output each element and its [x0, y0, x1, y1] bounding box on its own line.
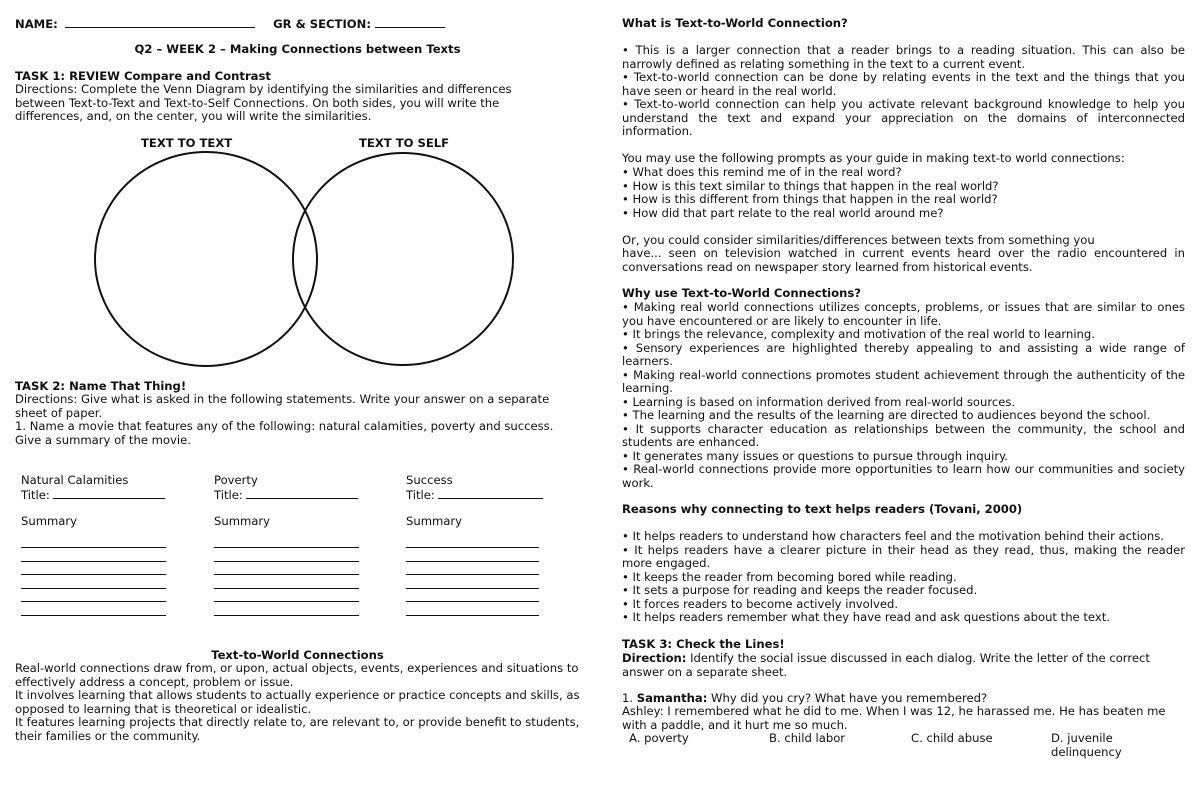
summary-lines[interactable] — [406, 535, 539, 616]
direction-text: Identify the social issue discussed in each dialog. Write the letter of the correct answer on a separate sheet. — [622, 651, 1150, 679]
question-speaker: Samantha: — [636, 691, 708, 705]
field-category: Success — [406, 473, 453, 487]
list-item: • What does this remind me of in the real word? — [622, 165, 902, 179]
field-category: Poverty — [214, 473, 258, 487]
list-item: • This is a larger connection that a reader brings to a reading situation. This can also be narrowly defined as relating something in the text to a current event. — [622, 43, 1185, 71]
task2-directions: Directions: Give what is asked in the following statements. Write your answer on a separate sheet of paper. — [15, 392, 550, 420]
list-item: • Learning is based on information derived from real-world sources. — [622, 394, 1016, 409]
ttw-paragraph-2: It involves learning that allows students to actually experience or practice concepts and skills, as opposed to learning that is theoretical or idealistic. — [15, 688, 580, 716]
task1-directions: Directions: Complete the Venn Diagram by identifying the similarities and differences between Text-to-Text and Text-to-Self Connections. On both sides, you will write the differences, and, on the center, you will write the similarities. — [15, 82, 512, 123]
what-is-heading: What is Text-to-World Connection? — [622, 16, 848, 30]
ttw-paragraph-1: Real-world connections draw from, or upon, actual objects, events, experiences and situations to effectively address a concept, problem or issue. — [15, 661, 579, 689]
or-consider-line1: Or, you could consider similarities/differences between texts from something you — [622, 233, 1095, 247]
section-blank[interactable] — [375, 17, 445, 28]
list-item: • How did that part relate to the real world around me? — [622, 205, 944, 220]
list-item: • Text-to-world connection can be done by relating events in the text and the things that you have seen or heard in the real world. — [622, 70, 1185, 98]
summary-lines[interactable] — [214, 535, 359, 616]
list-item: • Making real world connections utilizes concepts, problems, or issues that are similar to ones you have encountered or are likely to encounter in life. — [622, 300, 1185, 328]
page-title: Q2 – WEEK 2 – Making Connections between Texts — [134, 42, 461, 56]
title-blank[interactable] — [438, 488, 543, 499]
summary-label: Summary — [406, 514, 463, 528]
or-consider-line2: have... seen on television watched in current events heard over the radio encountered in conversations read on newspaper story learned from historical events. — [622, 246, 1185, 274]
list-item: • It keeps the reader from becoming bored while reading. — [622, 569, 957, 584]
title-blank[interactable] — [53, 488, 165, 499]
task2-item1: 1. Name a movie that features any of the following: natural calamities, poverty and success. Give a summary of the movie. — [15, 419, 554, 447]
direction-label: Direction: — [622, 651, 687, 665]
title-label: Title: — [214, 487, 243, 502]
ttw-heading: Text-to-World Connections — [211, 648, 384, 662]
list-item: • It sets a purpose for reading and keeps the reader focused. — [622, 583, 978, 597]
field-success — [406, 474, 566, 616]
question-1-reply: Ashley: I remembered what he did to me. When I was 12, he harassed me. He has beaten me with a paddle, and it hurt me so much. — [622, 704, 1166, 732]
field-poverty — [214, 474, 374, 616]
name-label: NAME: — [15, 17, 58, 31]
list-item: • It supports character education as relationships between the community, the school and students are enhanced. — [622, 421, 1185, 449]
option-c[interactable]: C. child abuse — [911, 731, 993, 745]
list-item: • Making real-world connections promotes student achievement through the authenticity of the learning. — [622, 367, 1185, 395]
list-item: • How is this different from things that happen in the real world? — [622, 192, 998, 206]
list-item: • It helps readers to understand how characters feel and the motivation behind their actions. — [622, 529, 1164, 543]
prompts-intro: You may use the following prompts as your guide in making text-to world connections: — [622, 151, 1125, 165]
why-use-list — [622, 301, 1185, 490]
venn-right-label: TEXT TO SELF — [359, 136, 450, 150]
list-item: • It brings the relevance, complexity and motivation of the real world to learning. — [622, 327, 1095, 341]
task2-heading: TASK 2: Name That Thing! — [15, 379, 187, 393]
section-label: GR & SECTION: — [273, 17, 371, 31]
summary-lines[interactable] — [21, 535, 166, 616]
list-item: • It generates many issues or questions to pursue through inquiry. — [622, 448, 1008, 463]
title-label: Title: — [406, 487, 435, 502]
list-item: • It helps readers have a clearer picture in their head as they read, thus, making the reader more engaged. — [622, 542, 1185, 570]
task3-direction — [622, 652, 1185, 679]
ttw-paragraph-3: It features learning projects that directly relate to, are relevant to, or provide benefit to students, their families or the community. — [15, 715, 580, 743]
answer-options — [622, 732, 1185, 762]
title-blank[interactable] — [246, 488, 358, 499]
option-d[interactable]: D. juvenile delinquency — [1051, 731, 1122, 759]
reasons-heading: Reasons why connecting to text helps readers (Tovani, 2000) — [622, 502, 1023, 516]
question-text: Why did you cry? What have you remembered? — [707, 691, 988, 705]
list-item: • Sensory experiences are highlighted thereby appealing to and assisting a wide range of learners. — [622, 340, 1185, 368]
venn-left-label: TEXT TO TEXT — [141, 136, 233, 150]
task1-heading: TASK 1: REVIEW Compare and Contrast — [15, 69, 271, 83]
list-item: • How is this text similar to things that happen in the real world? — [622, 178, 999, 193]
list-item: • Real-world connections provide more opportunities to learn how our communities and society work. — [622, 462, 1185, 490]
question-number: 1. — [622, 691, 634, 705]
option-b[interactable]: B. child labor — [769, 731, 846, 745]
list-item: • It helps readers remember what they have read and ask questions about the text. — [622, 610, 1110, 624]
what-is-list — [622, 44, 1185, 139]
why-use-heading: Why use Text-to-World Connections? — [622, 286, 861, 300]
field-category: Natural Calamities — [21, 473, 129, 487]
name-blank[interactable] — [65, 17, 255, 28]
reasons-list — [622, 530, 1185, 625]
summary-label: Summary — [21, 514, 78, 528]
list-item: • The learning and the results of the learning are directed to audiences beyond the school. — [622, 408, 1151, 422]
task3-heading: TASK 3: Check the Lines! — [622, 637, 785, 651]
option-a[interactable]: A. poverty — [629, 731, 689, 745]
venn-left-circle — [95, 152, 317, 366]
title-label: Title: — [21, 487, 50, 502]
venn-right-circle — [293, 153, 513, 365]
list-item: • Text-to-world connection can help you activate relevant background knowledge to help you understand the text and expand your appreciation on the domains of interconnected information. — [622, 97, 1185, 138]
summary-label: Summary — [214, 514, 271, 528]
list-item: • It forces readers to become actively involved. — [622, 596, 899, 611]
header-line — [15, 17, 580, 32]
field-natural-calamities — [21, 474, 181, 616]
prompts-list — [622, 166, 1185, 220]
venn-diagram — [75, 148, 525, 370]
